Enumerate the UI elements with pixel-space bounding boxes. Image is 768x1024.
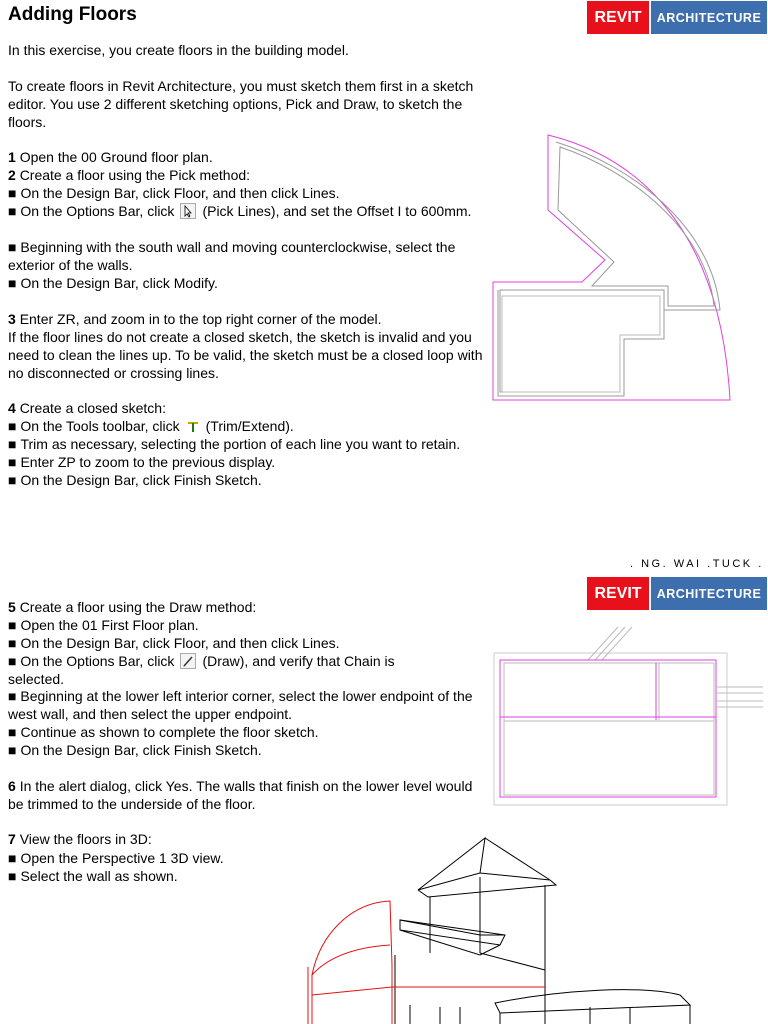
step-5-bullet-3: ■ On the Options Bar, click (Draw), and verify that Chain is selected. xyxy=(8,653,395,687)
step-6 xyxy=(8,777,478,813)
step-4 xyxy=(8,399,493,417)
step-3 xyxy=(8,310,493,328)
revit-logo-text: REVIT xyxy=(587,577,649,610)
trim-extend-icon xyxy=(186,419,200,433)
step-text: View the floors in 3D: xyxy=(19,831,152,847)
step-number: 3 xyxy=(8,311,16,327)
lower-wall xyxy=(498,290,664,396)
step-number: 6 xyxy=(8,778,16,794)
step-2-bullet-3: ■ Beginning with the south wall and moving counterclockwise, select the exterior of the walls. xyxy=(8,239,456,273)
step-4-bullet-3: ■ Enter ZP to zoom to the previous display. xyxy=(8,453,493,471)
wall-stub xyxy=(595,627,625,660)
step-text: Open the 00 Ground floor plan. xyxy=(19,149,213,165)
floor-edge xyxy=(500,1005,690,1024)
room-outline xyxy=(504,663,714,795)
wall-stub xyxy=(588,627,618,660)
roof-eave xyxy=(418,880,556,897)
first-floor-draw-sketch-figure xyxy=(493,625,768,807)
step-text: In the alert dialog, click Yes. The walls that finish on the lower level would be trimmed to the underside of the floor. xyxy=(8,778,473,812)
floor-sketch-outline xyxy=(493,135,730,400)
step-4-bullet-4: ■ On the Design Bar, click Finish Sketch. xyxy=(8,471,493,489)
lower-wall-inner xyxy=(502,296,660,392)
step-number: 7 xyxy=(8,831,16,847)
step-5-bullet-5: ■ Continue as shown to complete the floor sketch. xyxy=(8,723,493,741)
bullet-text: Beginning with the south wall and moving counterclockwise, select the exterior of the walls. xyxy=(8,239,456,273)
pick-lines-icon xyxy=(180,203,196,219)
base-wall xyxy=(395,955,545,1024)
step-text: Enter ZR, and zoom in to the top right corner of the model. xyxy=(19,311,382,327)
floor-sketch-outline xyxy=(500,660,716,797)
roof-left-face xyxy=(418,838,485,890)
step-5 xyxy=(8,598,493,616)
page-title: Adding Floors xyxy=(8,4,137,25)
intro-paragraph-2: To create floors in Revit Architecture, you must sketch them first in a sketch editor. You use 2 different sketching options, Pick and Draw, to sketch the floors. xyxy=(8,78,474,130)
step-2-bullet-2: ■ On the Options Bar, click (Pick Lines), and set the Offset I to 600mm. xyxy=(8,203,472,219)
step-number: 4 xyxy=(8,400,16,416)
step-5-bullet-2: ■ On the Design Bar, click Floor, and then click Lines. xyxy=(8,634,493,652)
bullet-text: Beginning at the lower left interior corner, select the lower endpoint of the west wall, and then select the upper endpoint. xyxy=(8,688,473,722)
step-number: 5 xyxy=(8,599,16,615)
bullet-text-pre: On the Options Bar, click xyxy=(20,203,175,219)
step-number: 1 xyxy=(8,149,16,165)
step-text: Create a floor using the Draw method: xyxy=(19,599,257,615)
bullet-text-post: (Trim/Extend). xyxy=(205,418,294,434)
step-2-bullet-1: ■ On the Design Bar, click Floor, and then click Lines. xyxy=(8,184,493,202)
perspective-3d-view-figure xyxy=(300,835,768,1024)
selected-wall-floor xyxy=(312,987,545,995)
window-lines xyxy=(410,1005,630,1024)
bullet-text-pre: On the Options Bar, click xyxy=(20,653,175,669)
bullet-text-pre: On the Tools toolbar, click xyxy=(20,418,180,434)
step-5-bullet-6: ■ On the Design Bar, click Finish Sketch. xyxy=(8,741,493,759)
canopy xyxy=(400,920,505,955)
architecture-logo-text: ARCHITECTURE xyxy=(651,577,767,610)
revit-logo-text: REVIT xyxy=(587,1,649,34)
step-7-bullet-1: ■ Open the Perspective 1 3D view. xyxy=(8,849,493,867)
selected-wall-edge xyxy=(312,945,390,975)
step-1 xyxy=(8,148,493,166)
step-5-bullet-1: ■ Open the 01 First Floor plan. xyxy=(8,616,493,634)
revit-architecture-logo xyxy=(587,577,767,610)
wall-stub xyxy=(602,627,632,660)
revit-architecture-logo xyxy=(587,1,767,34)
step-2-bullet-4: ■ On the Design Bar, click Modify. xyxy=(8,274,493,292)
author-credit: . NG. WAI .TUCK . xyxy=(630,558,764,570)
step-text: Create a floor using the Pick method: xyxy=(19,167,251,183)
intro-paragraph-1: In this exercise, you create floors in the building model. xyxy=(8,42,349,58)
figure-frame xyxy=(494,653,727,805)
bullet-text-post: (Pick Lines), and set the Offset I to 600mm. xyxy=(202,203,472,219)
ground-floor-pick-sketch-figure xyxy=(490,130,735,405)
step-4-bullet-2: ■ Trim as necessary, selecting the portion of each line you want to retain. xyxy=(8,435,493,453)
step-number: 2 xyxy=(8,167,16,183)
draw-pencil-icon xyxy=(180,653,196,669)
step-5-bullet-4: ■ Beginning at the lower left interior corner, select the lower endpoint of the west wall, and then select the upper endpoint. xyxy=(8,688,473,722)
curved-floor-slab xyxy=(495,990,690,1013)
bullet-text-post: (Draw), and verify that Chain is selected. xyxy=(8,653,395,687)
architecture-logo-text: ARCHITECTURE xyxy=(651,1,767,34)
step-3-paragraph: If the floor lines do not create a closed sketch, the sketch is invalid and you need to clean the lines up. To be valid, the sketch must be a closed loop with no disconnected or crossing lines. xyxy=(8,329,483,381)
roof-right-face xyxy=(480,838,550,880)
step-7-bullet-2: ■ Select the wall as shown. xyxy=(8,867,493,885)
step-4-bullet-1: ■ On the Tools toolbar, click (Trim/Extend). xyxy=(8,418,294,434)
step-2 xyxy=(8,166,493,184)
step-text: Create a closed sketch: xyxy=(19,400,166,416)
selected-wall-curve xyxy=(312,901,392,1024)
